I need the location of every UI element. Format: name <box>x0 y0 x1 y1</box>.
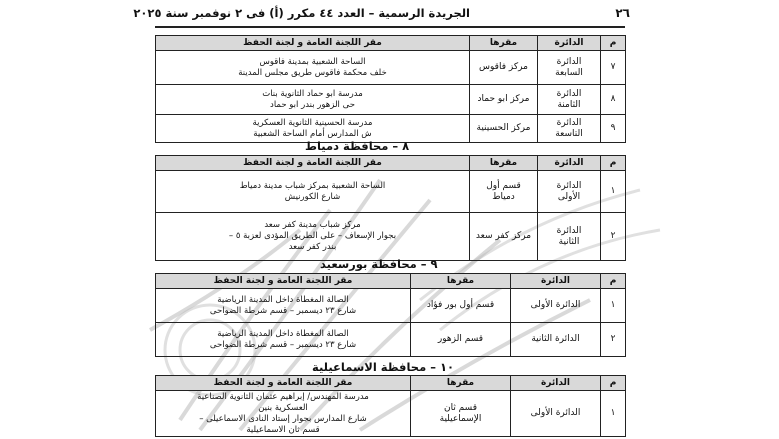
row-hq: قسم أول دمياط <box>470 171 538 213</box>
section-title-damietta: ٨ – محافظة دمياط <box>305 139 410 153</box>
table-sharqia-continued <box>155 35 626 143</box>
row-num: ٩ <box>601 115 626 143</box>
col-district: الدائرة <box>538 156 601 171</box>
row-hq: قسم ثان الإسماعيلية <box>411 391 511 437</box>
row-district: الدائرة الأولى <box>538 171 601 213</box>
table-row <box>156 213 626 261</box>
row-committee: مدرسة ابو حماد الثانوية بنات حى الزهور بندر ابو حماد <box>156 85 470 115</box>
row-committee: الساحة الشعبية بمركز شباب مدينة دمياط شارع الكورنيش <box>156 171 470 213</box>
row-district: الدائرة الثانية <box>511 323 601 357</box>
page-number: ٢٦ <box>615 6 630 20</box>
table-row <box>156 391 626 437</box>
col-committee: مقر اللجنة العامة و لجنة الحفظ <box>156 376 411 391</box>
col-committee: مقر اللجنة العامة و لجنة الحفظ <box>156 274 411 289</box>
row-hq: قسم أول بور فؤاد <box>411 289 511 323</box>
row-num: ٧ <box>601 51 626 85</box>
row-num: ٢ <box>601 323 626 357</box>
table-header-row <box>156 274 626 289</box>
header-rule <box>155 26 625 28</box>
col-district: الدائرة <box>511 274 601 289</box>
col-district: الدائرة <box>511 376 601 391</box>
row-committee: مدرسة المهندس/ إبراهيم عثمان الثانوية الصناعية العسكرية بنين شارع المدارس بجوار إستاد النادى الاسماعيلى – قسم ثان الاسماعيلية <box>156 391 411 437</box>
page-header <box>133 6 630 24</box>
col-district: الدائرة <box>538 36 601 51</box>
section-title-port-said: ٩ – محافظة بورسعيد <box>320 257 438 271</box>
col-hq: مقرها <box>411 376 511 391</box>
col-num: م <box>601 36 626 51</box>
row-num: ١ <box>601 289 626 323</box>
row-num: ١ <box>601 391 626 437</box>
col-committee: مقر اللجنة العامة و لجنة الحفظ <box>156 156 470 171</box>
row-hq: قسم الزهور <box>411 323 511 357</box>
table-damietta <box>155 155 626 261</box>
row-hq: مركز فاقوس <box>470 51 538 85</box>
row-num: ٨ <box>601 85 626 115</box>
table-port-said <box>155 273 626 357</box>
row-committee: مدرسة الحسينية الثانوية العسكرية ش المدارس أمام الساحة الشعبية <box>156 115 470 143</box>
table-header-row <box>156 36 626 51</box>
col-hq: مقرها <box>411 274 511 289</box>
col-num: م <box>601 274 626 289</box>
table-ismailia <box>155 375 626 437</box>
table-header-row <box>156 156 626 171</box>
row-committee: مركز شباب مدينة كفر سعد بجوار الإسعاف – على الطريق المؤدى لعزبة ٥ – بندر كفر سعد <box>156 213 470 261</box>
row-committee: الصالة المغطاة داخل المدينة الرياضية شارع ٢٣ ديسمبر – قسم شرطة الضواحى <box>156 323 411 357</box>
row-district: الدائرة الأولى <box>511 391 601 437</box>
table-row <box>156 85 626 115</box>
table-row <box>156 323 626 357</box>
row-district: الدائرة الثانية <box>538 213 601 261</box>
row-district: الدائرة التاسعة <box>538 115 601 143</box>
col-committee: مقر اللجنة العامة و لجنة الحفظ <box>156 36 470 51</box>
col-num: م <box>601 156 626 171</box>
table-row <box>156 289 626 323</box>
row-district: الدائرة الأولى <box>511 289 601 323</box>
table-header-row <box>156 376 626 391</box>
row-district: الدائرة الثامنة <box>538 85 601 115</box>
table-row <box>156 171 626 213</box>
gazette-title: الجريدة الرسمية – العدد ٤٤ مكرر (أ) فى ٢ نوفمبر سنة ٢٠٢٥ <box>133 6 470 20</box>
section-title-ismailia: ١٠ – محافظة الاسماعيلية <box>312 360 454 374</box>
row-committee: الساحة الشعبية بمدينة فاقوس خلف محكمة فاقوس طريق مجلس المدينة <box>156 51 470 85</box>
row-hq: مركز الحسينية <box>470 115 538 143</box>
table-row <box>156 51 626 85</box>
row-num: ٢ <box>601 213 626 261</box>
col-num: م <box>601 376 626 391</box>
col-hq: مقرها <box>470 36 538 51</box>
row-committee: الصالة المغطاة داخل المدينة الرياضية شارع ٢٣ ديسمبر – قسم شرطة الضواحى <box>156 289 411 323</box>
row-district: الدائرة السابعة <box>538 51 601 85</box>
row-num: ١ <box>601 171 626 213</box>
row-hq: مركز كفر سعد <box>470 213 538 261</box>
row-hq: مركز ابو حماد <box>470 85 538 115</box>
col-hq: مقرها <box>470 156 538 171</box>
